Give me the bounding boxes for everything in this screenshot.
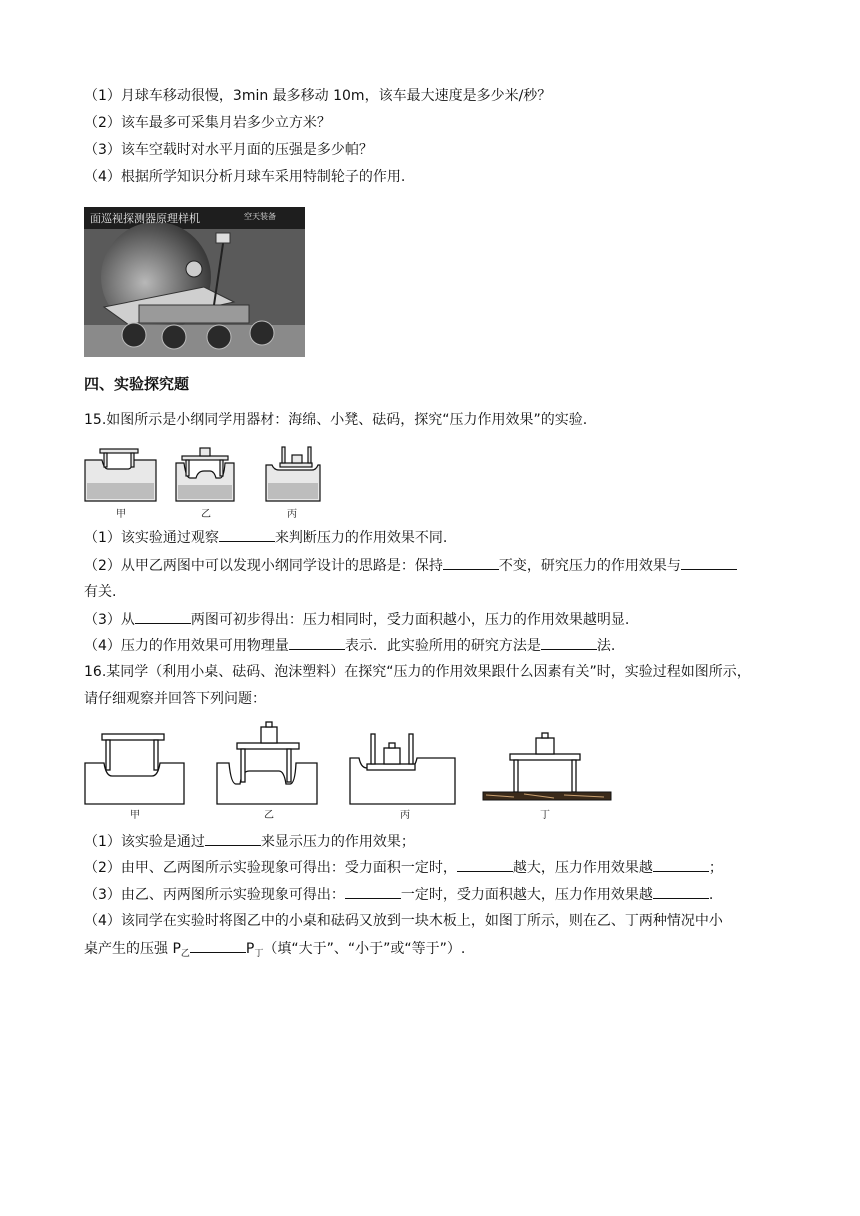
q15-part1-text-b: 来判断压力的作用效果不同. [274, 530, 448, 546]
q15-figure [84, 443, 324, 521]
answer-blank[interactable] [653, 857, 709, 872]
photo-logo-text: 空天装备 [244, 212, 276, 221]
q15-part3-text-a: （3）从 [84, 612, 135, 628]
q16-part1 [84, 831, 415, 852]
q16-part3-text-c: . [708, 887, 714, 903]
section-title: 四、实验探究题 [84, 375, 190, 393]
subscript-ding: 丁 [254, 949, 264, 959]
q15-part2-text-b: 不变，研究压力的作用效果与 [498, 558, 681, 574]
q16-caption-ding: 丁 [540, 810, 550, 821]
q14-part3: （3）该车空载时对水平月面的压强是多少帕？ [84, 142, 373, 158]
q16-caption-yi: 乙 [264, 810, 274, 821]
q15-part1-text-a: （1）该实验通过观察 [84, 530, 219, 546]
q15-part3-text-b: 两图可初步得出：压力相同时，受力面积越小，压力的作用效果越明显. [190, 612, 630, 628]
q16-part2 [84, 857, 723, 878]
q16-part1-text-a: （1）该实验是通过 [84, 834, 205, 850]
answer-blank[interactable] [135, 609, 191, 624]
q15-part3 [84, 609, 629, 630]
answer-blank[interactable] [457, 857, 513, 872]
q16-part1-text-b: 来显示压力的作用效果； [260, 834, 415, 850]
q14-part2: （2）该车最多可采集月岩多少立方米？ [84, 115, 331, 131]
answer-blank[interactable] [541, 635, 597, 650]
q16-stem-line1: 16.某同学（利用小桌、砝码、泡沫塑料）在探究“压力的作用效果跟什么因素有关”时，实验过程如图所示， [84, 664, 751, 680]
answer-blank[interactable] [190, 938, 246, 953]
q15-stem: 15.如图所示是小纲同学用器材：海绵、小凳、砝码，探究“压力作用效果”的实验. [84, 412, 588, 428]
q16-part3-text-b: 一定时，受力面积越大，压力作用效果越 [400, 887, 653, 903]
q16-part4-line1: （4）该同学在实验时将图乙中的小桌和砝码又放到一块木板上，如图丁所示，则在乙、丁两种情况中小 [84, 913, 723, 929]
q15-caption-bing: 丙 [287, 509, 297, 520]
q16-figure [84, 716, 614, 822]
subscript-yi: 乙 [180, 949, 190, 959]
q15-caption-yi: 乙 [201, 509, 211, 520]
answer-blank[interactable] [653, 884, 709, 899]
q15-part4-text-a: （4）压力的作用效果可用物理量 [84, 638, 289, 654]
q16-stem-line2: 请仔细观察并回答下列问题： [84, 691, 266, 707]
q15-part4-text-c: 法. [596, 638, 616, 654]
answer-blank[interactable] [443, 555, 499, 570]
q16-part4-text-d: （填“大于”、“小于”或“等于”）. [263, 941, 466, 957]
q14-part1: （1）月球车移动很慢，3min 最多移动 10m，该车最大速度是多少米/秒？ [84, 88, 552, 104]
q16-part2-text-b: 越大，压力作用效果越 [512, 860, 653, 876]
q15-part4-text-b: 表示．此实验所用的研究方法是 [344, 638, 541, 654]
q16-part3 [84, 884, 713, 905]
answer-blank[interactable] [219, 527, 275, 542]
lunar-rover-photo [84, 207, 305, 357]
q16-part4-line2 [84, 938, 465, 964]
q16-caption-jia: 甲 [130, 810, 140, 821]
q16-part4-text-b: 桌产生的压强 P [84, 941, 181, 957]
answer-blank[interactable] [289, 635, 345, 650]
q15-part2 [84, 555, 737, 576]
q15-caption-jia: 甲 [116, 509, 126, 520]
q16-caption-bing: 丙 [400, 810, 410, 821]
answer-blank[interactable] [205, 831, 261, 846]
q16-part3-text-a: （3）由乙、丙两图所示实验现象可得出： [84, 887, 345, 903]
photo-banner-text: 面巡视探测器原理样机 [90, 212, 200, 225]
q15-part4 [84, 635, 615, 656]
answer-blank[interactable] [681, 555, 737, 570]
q15-part2-cont: 有关. [84, 584, 117, 600]
q14-part4: （4）根据所学知识分析月球车采用特制轮子的作用. [84, 169, 406, 185]
q16-part4-text-c: P [245, 941, 255, 957]
q16-part2-text-a: （2）由甲、乙两图所示实验现象可得出：受力面积一定时， [84, 860, 457, 876]
q16-part2-text-c: ； [708, 860, 723, 876]
q15-part1 [84, 527, 447, 548]
q15-part2-text-a: （2）从甲乙两图中可以发现小纲同学设计的思路是：保持 [84, 558, 443, 574]
answer-blank[interactable] [345, 884, 401, 899]
